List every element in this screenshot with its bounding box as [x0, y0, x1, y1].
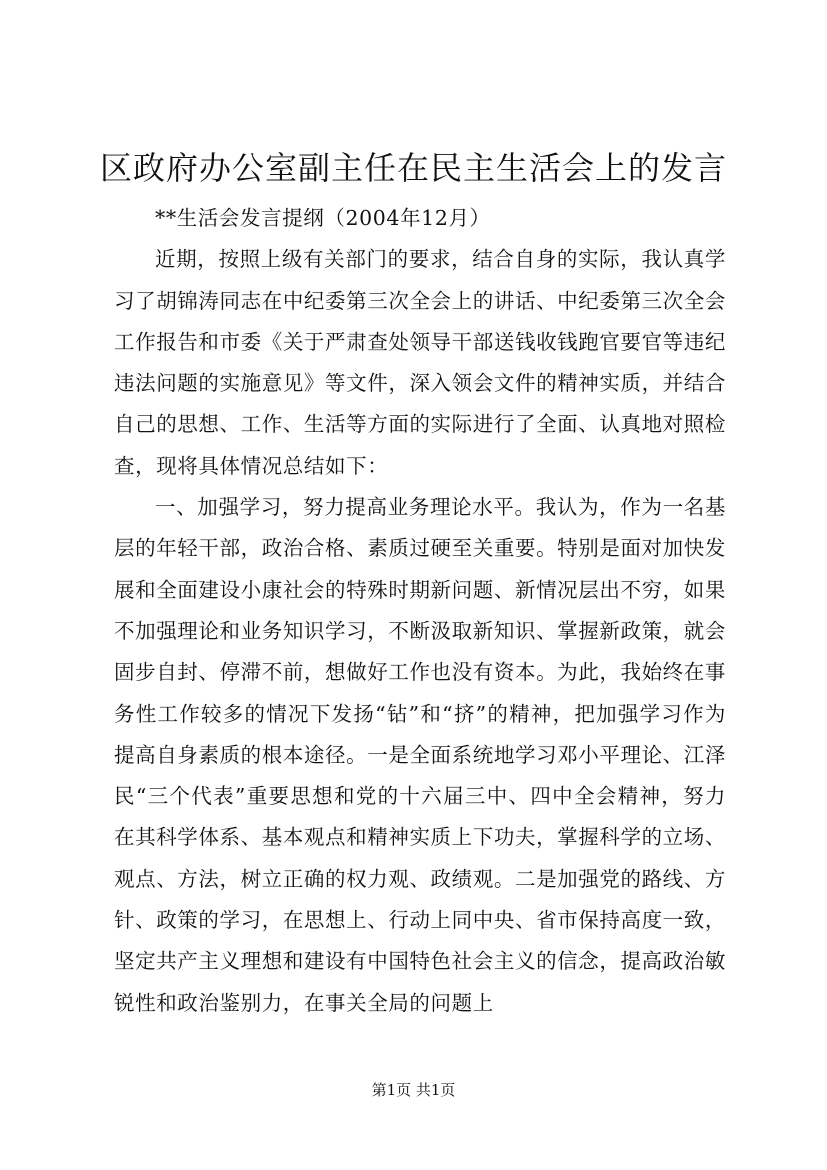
document-title: 区政府办公室副主任在民主生活会上的发言	[99, 149, 727, 187]
section-one-paragraph: 一、加强学习，努力提高业务理论水平。我认为，作为一名基层的年轻干部，政治合格、素质过硬至关重要。特别是面对加快发展和全面建设小康社会的特殊时期新问题、新情况层出不穷，如果不加强理论和业务知识学习，不断汲取新知识、掌握新政策，就会固步自封、停滞不前，想做好工作也没有资本。为此，我始终在事务性工作较多的情况下发扬“钻”和“挤”的精神，把加强学习作为提高自身素质的根本途径。一是全面系统地学习邓小平理论、江泽民“三个代表”重要思想和党的十六届三中、四中全会精神，努力在其科学体系、基本观点和精神实质上下功夫，掌握科学的立场、观点、方法，树立正确的权力观、政绩观。二是加强党的路线、方针、政策的学习，在思想上、行动上同中央、省市保持高度一致，坚定共产主义理想和建设有中国特色社会主义的信念，提高政治敏锐性和政治鉴别力，在事关全局的问题上	[114, 495, 726, 1015]
document-body	[114, 198, 726, 1024]
subtitle-paragraph: **生活会发言提纲（2004年12月）	[155, 206, 491, 230]
page-number-footer: 第1页 共1页	[371, 1081, 456, 1099]
intro-paragraph: 近期，按照上级有关部门的要求，结合自身的实际，我认真学习了胡锦涛同志在中纪委第三次全会上的讲话、中纪委第三次全会工作报告和市委《关于严肃查处领导干部送钱收钱跑官要官等违纪违法问题的实施意见》等文件，深入领会文件的精神实质，并结合自己的思想、工作、生活等方面的实际进行了全面、认真地对照检查，现将具体情况总结如下：	[114, 247, 726, 478]
